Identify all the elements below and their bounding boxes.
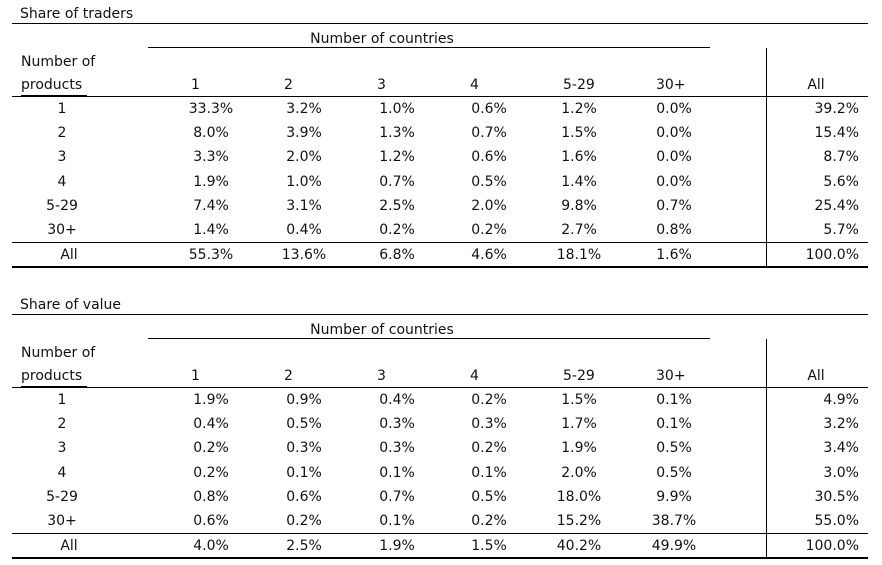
table-cell: 1.6% xyxy=(561,149,597,166)
table-cell: 0.5% xyxy=(656,440,692,457)
column-header: 2 xyxy=(284,368,293,384)
row-total: 3.0% xyxy=(823,464,859,481)
row-total: 25.4% xyxy=(814,197,859,214)
column-header: 30+ xyxy=(656,368,686,384)
total-row-cell: 4.0% xyxy=(193,538,229,554)
row-label: 2 xyxy=(57,416,67,433)
row-total: 8.7% xyxy=(823,149,859,166)
bottom-rule xyxy=(12,557,868,559)
row-total: 30.5% xyxy=(814,488,859,505)
table-cell: 1.2% xyxy=(379,149,415,166)
total-column-header: All xyxy=(807,77,825,93)
total-row-cell: 1.6% xyxy=(656,247,692,263)
table-cell: 0.2% xyxy=(471,513,507,529)
row-label: 3 xyxy=(57,440,67,457)
table-cell: 0.8% xyxy=(656,222,692,238)
table-title: Share of value xyxy=(20,297,122,313)
grand-total: 100.0% xyxy=(805,247,859,263)
table-cell: 0.1% xyxy=(379,513,415,529)
table-cell: 0.7% xyxy=(656,197,692,214)
row-label: 30+ xyxy=(47,222,77,238)
bottom-rule xyxy=(12,266,868,268)
column-header: 2 xyxy=(284,77,293,93)
table-cell: 9.8% xyxy=(561,197,597,214)
column-header: 5-29 xyxy=(563,368,595,384)
row-header-line2: products xyxy=(21,368,83,384)
table-cell: 0.0% xyxy=(656,101,692,117)
group-header: Number of countries xyxy=(310,31,454,47)
table-cell: 1.2% xyxy=(561,101,597,117)
row-label: 30+ xyxy=(47,513,77,529)
total-row-cell: 18.1% xyxy=(556,247,602,263)
table-cell: 1.4% xyxy=(561,173,597,190)
total-column-divider xyxy=(766,339,767,558)
row-total: 5.6% xyxy=(823,173,859,190)
table-cell: 0.5% xyxy=(656,464,692,481)
total-column-divider xyxy=(766,48,767,267)
table-cell: 7.4% xyxy=(193,197,229,214)
header-rule xyxy=(12,387,868,388)
row-label: 4 xyxy=(57,464,67,481)
row-label: 4 xyxy=(57,173,67,190)
table-cell: 0.6% xyxy=(471,101,507,117)
row-total: 15.4% xyxy=(814,125,859,142)
table-cell: 2.0% xyxy=(286,149,322,166)
table-cell: 0.5% xyxy=(286,416,322,433)
table-cell: 15.2% xyxy=(556,513,602,529)
table-cell: 0.2% xyxy=(193,440,229,457)
table-cell: 0.1% xyxy=(656,392,692,408)
table-cell: 0.8% xyxy=(193,488,229,505)
table-cell: 0.4% xyxy=(286,222,322,238)
row-label: 5-29 xyxy=(46,197,78,214)
total-row-label: All xyxy=(60,247,78,263)
table-cell: 1.9% xyxy=(193,173,229,190)
table-cell: 0.1% xyxy=(379,464,415,481)
table-cell: 0.4% xyxy=(193,416,229,433)
table-cell: 1.5% xyxy=(561,392,597,408)
table-cell: 3.2% xyxy=(286,101,322,117)
row-total: 3.2% xyxy=(823,416,859,433)
column-header: 3 xyxy=(377,77,386,93)
table-cell: 0.7% xyxy=(379,488,415,505)
table-cell: 1.0% xyxy=(286,173,322,190)
total-row-cell: 6.8% xyxy=(379,247,415,263)
table-cell: 0.6% xyxy=(471,149,507,166)
total-row-rule xyxy=(12,242,868,243)
column-header: 1 xyxy=(191,368,200,384)
row-total: 5.7% xyxy=(823,222,859,238)
table-cell: 0.5% xyxy=(471,488,507,505)
row-header-line1: Number of xyxy=(21,345,96,361)
table-cell: 1.9% xyxy=(193,392,229,408)
table-cell: 0.1% xyxy=(656,416,692,433)
table-cell: 2.7% xyxy=(561,222,597,238)
column-header: 4 xyxy=(470,77,479,93)
table-cell: 0.3% xyxy=(379,416,415,433)
column-header: 4 xyxy=(470,368,479,384)
table-cell: 0.2% xyxy=(193,464,229,481)
row-label: 3 xyxy=(57,149,67,166)
table-cell: 38.7% xyxy=(651,513,697,529)
table-cell: 0.1% xyxy=(471,464,507,481)
row-label: 1 xyxy=(57,101,67,117)
table-cell: 0.6% xyxy=(193,513,229,529)
group-header-rule xyxy=(148,47,710,48)
table-cell: 0.2% xyxy=(379,222,415,238)
table-cell: 0.3% xyxy=(471,416,507,433)
table-cell: 0.1% xyxy=(286,464,322,481)
table-cell: 1.4% xyxy=(193,222,229,238)
table-cell: 0.3% xyxy=(286,440,322,457)
total-row-cell: 13.6% xyxy=(281,247,327,263)
table-cell: 0.6% xyxy=(286,488,322,505)
table-cell: 3.3% xyxy=(193,149,229,166)
row-label: 2 xyxy=(57,125,67,142)
row-header-line2: products xyxy=(21,77,83,93)
table-cell: 0.2% xyxy=(471,222,507,238)
table-cell: 0.0% xyxy=(656,149,692,166)
total-row-cell: 1.9% xyxy=(379,538,415,554)
total-row-cell: 55.3% xyxy=(188,247,234,263)
table-cell: 0.2% xyxy=(471,392,507,408)
column-header: 30+ xyxy=(656,77,686,93)
title-rule xyxy=(12,23,868,24)
total-row-cell: 49.9% xyxy=(651,538,697,554)
row-total: 4.9% xyxy=(823,392,859,408)
total-row-cell: 4.6% xyxy=(471,247,507,263)
table-cell: 0.0% xyxy=(656,125,692,142)
total-column-header: All xyxy=(807,368,825,384)
row-total: 39.2% xyxy=(814,101,859,117)
table-cell: 0.3% xyxy=(379,440,415,457)
table-cell: 18.0% xyxy=(556,488,602,505)
column-header: 3 xyxy=(377,368,386,384)
table-title: Share of traders xyxy=(20,6,134,22)
table-cell: 1.3% xyxy=(379,125,415,142)
table-cell: 1.7% xyxy=(561,416,597,433)
table-cell: 0.7% xyxy=(471,125,507,142)
table-cell: 2.0% xyxy=(561,464,597,481)
table-cell: 1.0% xyxy=(379,101,415,117)
table-cell: 2.0% xyxy=(471,197,507,214)
group-header: Number of countries xyxy=(310,322,454,338)
row-label: 5-29 xyxy=(46,488,78,505)
table-cell: 2.5% xyxy=(379,197,415,214)
table-cell: 0.7% xyxy=(379,173,415,190)
row-total: 55.0% xyxy=(814,513,859,529)
table-cell: 9.9% xyxy=(656,488,692,505)
group-header-rule xyxy=(148,338,710,339)
table-cell: 0.4% xyxy=(379,392,415,408)
total-row-cell: 1.5% xyxy=(471,538,507,554)
table-cell: 0.2% xyxy=(286,513,322,529)
table-cell: 1.9% xyxy=(561,440,597,457)
table-cell: 0.9% xyxy=(286,392,322,408)
table-cell: 0.2% xyxy=(471,440,507,457)
table-cell: 3.1% xyxy=(286,197,322,214)
column-header: 1 xyxy=(191,77,200,93)
table-cell: 33.3% xyxy=(188,101,234,117)
column-header: 5-29 xyxy=(563,77,595,93)
total-row-cell: 40.2% xyxy=(556,538,602,554)
table-cell: 0.5% xyxy=(471,173,507,190)
title-rule xyxy=(12,314,868,315)
total-row-cell: 2.5% xyxy=(286,538,322,554)
header-rule xyxy=(12,96,868,97)
row-label: 1 xyxy=(57,392,67,408)
grand-total: 100.0% xyxy=(805,538,859,554)
row-total: 3.4% xyxy=(823,440,859,457)
table-cell: 0.0% xyxy=(656,173,692,190)
total-row-label: All xyxy=(60,538,78,554)
row-header-line1: Number of xyxy=(21,54,96,70)
table-cell: 1.5% xyxy=(561,125,597,142)
total-row-rule xyxy=(12,533,868,534)
table-cell: 8.0% xyxy=(193,125,229,142)
table-cell: 3.9% xyxy=(286,125,322,142)
